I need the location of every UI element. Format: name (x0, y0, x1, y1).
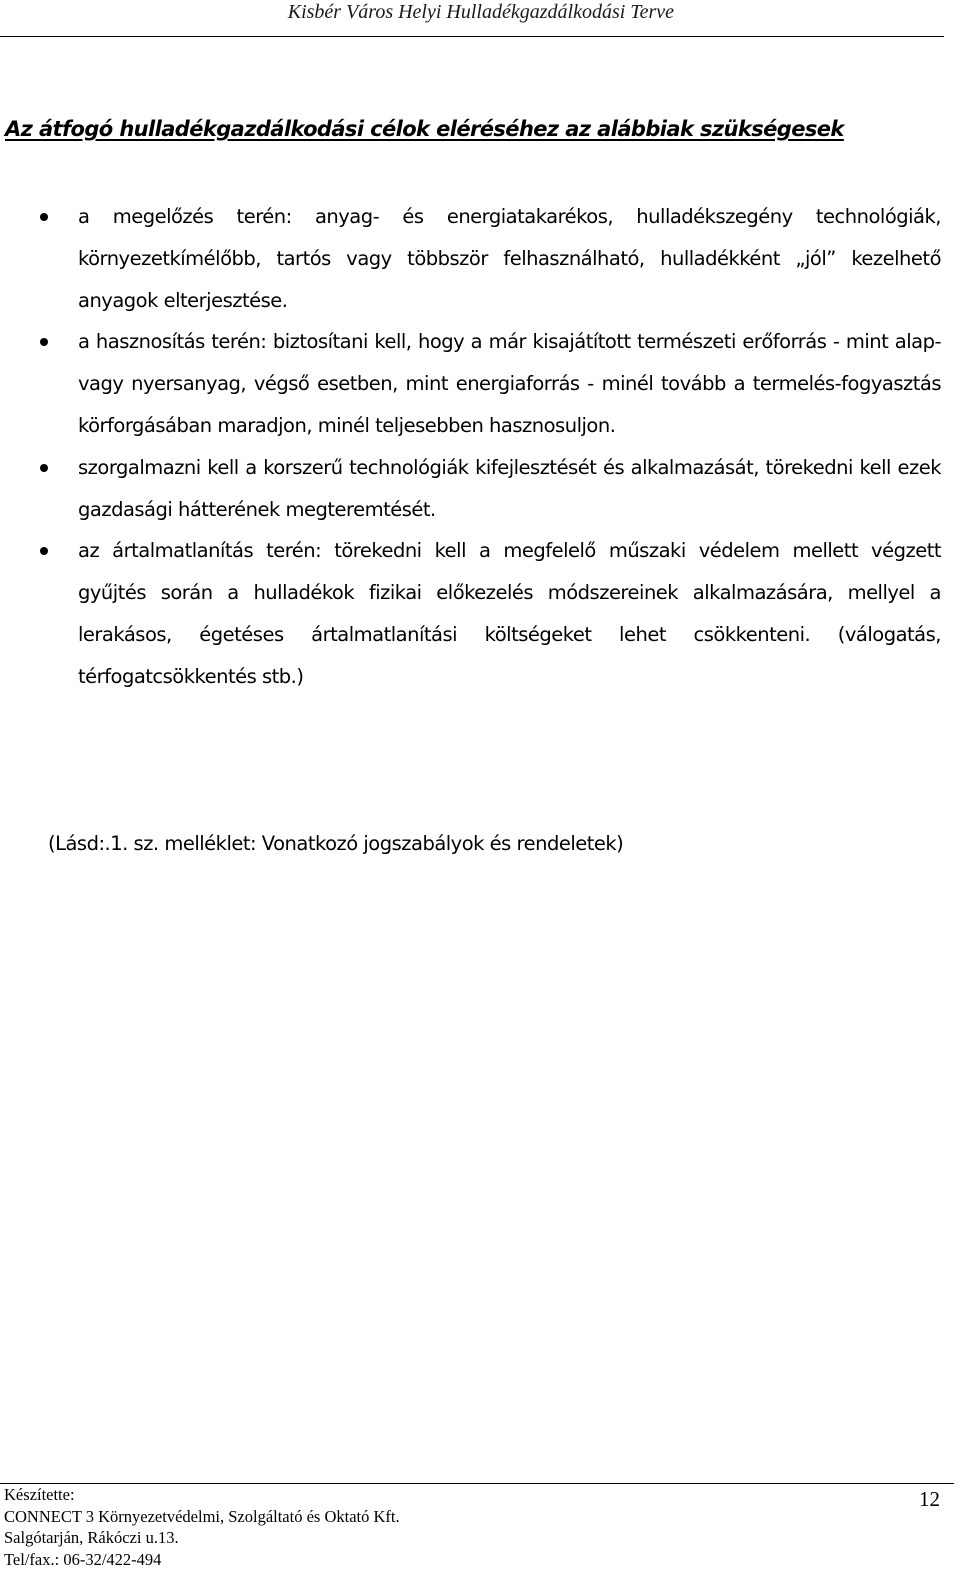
annex-reference: (Lásd:.1. sz. melléklet: Vonatkozó jogszabályok és rendeletek) (48, 832, 624, 855)
bullet-item-disposal (0, 530, 944, 697)
bullet-text: szorgalmazni kell a korszerű technológiák kifejlesztését és alkalmazását, törekedni kell ezek gazdasági hátterének megteremtését. (78, 455, 941, 521)
bullet-dot-icon (40, 338, 48, 346)
header-divider (0, 36, 944, 37)
goals-bullet-list (0, 196, 944, 698)
footer-prepared-by: Készítette: (4, 1485, 75, 1504)
page-number: 12 (919, 1487, 940, 1511)
footer-credits (4, 1484, 704, 1570)
bullet-text: a hasznosítás terén: biztosítani kell, hogy a már kisajátított természeti erőforrás - mint alap- vagy nyersanyag, végső esetben, mint energiaforrás - minél tovább a termelés-fogyasztás körforgásában maradjon, minél teljesebben hasznosuljon. (78, 330, 941, 437)
bullet-dot-icon (40, 213, 48, 221)
bullet-dot-icon (40, 547, 48, 555)
bullet-text: az ártalmatlanítás terén: törekedni kell a megfelelő műszaki védelem mellett végzett gyűjtés során a hulladékok fizikai előkezelés módszereinek alkalmazására, mellyel a lerakásos, égetéses ártalmatlanítási költségeket lehet csökkenteni. (válogatás, térfogatcsökkentés stb.) (78, 539, 941, 688)
bullet-dot-icon (40, 464, 48, 472)
header-title-text: Kisbér Város Helyi Hulladékgazdálkodási Terve (287, 1, 674, 23)
bullet-item-prevention (0, 196, 944, 321)
bullet-item-recovery (0, 321, 944, 446)
bullet-item-technology (0, 447, 944, 531)
footer-address: Salgótarján, Rákóczi u.13. (4, 1528, 179, 1548)
section-heading: Az átfogó hulladékgazdálkodási célok eléréséhez az alábbiak szükségesek (5, 117, 844, 141)
footer-company: CONNECT 3 Környezetvédelmi, Szolgáltató és Oktató Kft. (4, 1506, 400, 1526)
running-header (0, 0, 944, 28)
footer-phone: Tel/fax.: 06-32/422-494 (4, 1549, 162, 1569)
bullet-text: a megelőzés terén: anyag- és energiatakarékos, hulladékszegény technológiák, környezetkímélőbb, tartós vagy többször felhasználható, hulladékként „jól” kezelhető anyagok elterjesztése. (78, 205, 941, 312)
